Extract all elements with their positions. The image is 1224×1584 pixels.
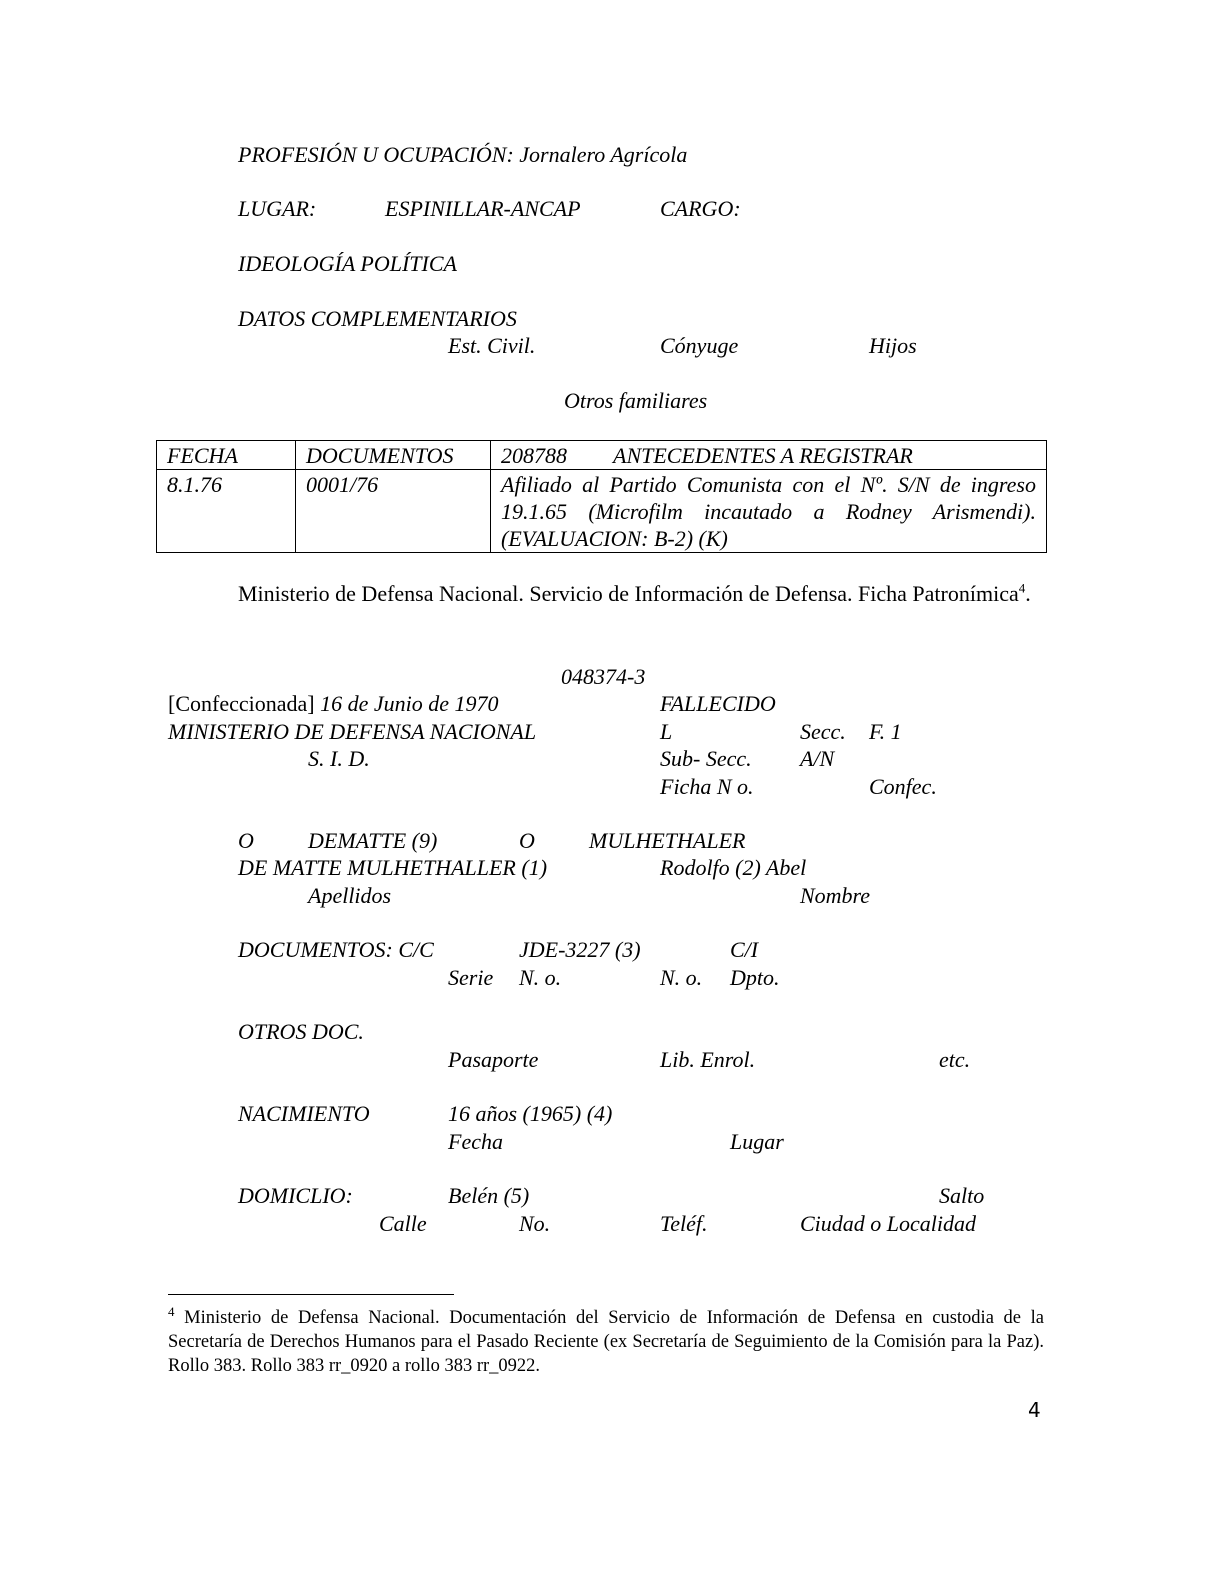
sub-secc-label: Sub- Secc. — [660, 746, 752, 771]
calle-label: Calle — [379, 1211, 427, 1236]
conyuge-label: Cónyuge — [660, 333, 739, 358]
otros-familiares-label: Otros familiares — [564, 388, 708, 413]
row-fecha: 8.1.76 — [157, 470, 296, 553]
footnote-number: 4 — [168, 1303, 175, 1319]
serie-label: Serie — [448, 965, 494, 990]
header-documentos: DOCUMENTOS — [296, 441, 491, 470]
ficha-number: 048374-3 — [561, 664, 646, 689]
confeccionada-line — [168, 691, 499, 717]
source-paragraph-text: Ministerio de Defensa Nacional. Servicio de Información de Defensa. Ficha Patronímica — [238, 581, 1019, 606]
profesion-line: PROFESIÓN U OCUPACIÓN: Jornalero Agrícola — [238, 142, 688, 167]
no-label-1: N. o. — [519, 965, 562, 990]
header-antecedentes — [491, 441, 1047, 470]
no-label-dom: No. — [519, 1211, 551, 1236]
page-number: 4 — [1028, 1398, 1041, 1422]
no-label-2: N. o. — [660, 965, 703, 990]
antecedente-line-3: (EVALUACION: B-2) (K) — [501, 526, 728, 551]
footnote-ref: 4 — [1018, 580, 1026, 596]
source-paragraph-end: . — [1025, 581, 1031, 606]
de-matte-value: DE MATTE MULHETHALLER (1) — [238, 855, 548, 880]
rodolfo-value: Rodolfo (2) Abel — [660, 855, 807, 880]
datos-complementarios-label: DATOS COMPLEMENTARIOS — [238, 306, 517, 331]
dpto-label: Dpto. — [730, 965, 780, 990]
documentos-label: DOCUMENTOS: C/C — [238, 937, 434, 962]
footnote-text: Ministerio de Defensa Nacional. Documentación del Servicio de Información de Defensa en custodia de la Secretaría de Derechos Humanos para el Pasado Reciente (ex Secretaría de Seguimiento de la Comisión para la Paz). Rollo 383. Rollo 383 rr_0920 a rollo 383 rr_0922. — [168, 1308, 1045, 1376]
ciudad-label: Ciudad o Localidad — [800, 1211, 977, 1236]
o-1: O — [238, 828, 254, 853]
fallecido-label: FALLECIDO — [660, 691, 776, 716]
source-paragraph — [168, 580, 1044, 607]
telef-label: Teléf. — [660, 1211, 708, 1236]
header-antecedentes-label: ANTECEDENTES A REGISTRAR — [613, 443, 913, 468]
row-documento: 0001/76 — [296, 470, 491, 553]
table-header-row — [157, 441, 1047, 470]
antecedentes-table — [156, 440, 1047, 553]
nacimiento-label: NACIMIENTO — [238, 1101, 370, 1126]
ideologia-label: IDEOLOGÍA POLÍTICA — [238, 251, 457, 276]
pasaporte-label: Pasaporte — [448, 1047, 539, 1072]
l-label: L — [660, 719, 673, 744]
belen-value: Belén (5) — [448, 1183, 530, 1208]
domicilio-label: DOMICLIO: — [238, 1183, 353, 1208]
lugar-label-nac: Lugar — [730, 1129, 784, 1154]
secc-label: Secc. — [800, 719, 846, 744]
header-record-number: 208788 — [501, 443, 567, 468]
confec-label: Confec. — [869, 774, 937, 799]
antecedente-line-1: Afiliado al Partido Comunista con el Nº. S/N de ingreso — [501, 472, 1036, 497]
lib-enrol-label: Lib. Enrol. — [660, 1047, 756, 1072]
hijos-label: Hijos — [869, 333, 917, 358]
dematte-value: DEMATTE (9) — [308, 828, 438, 853]
table-row — [157, 470, 1047, 553]
footnote-divider — [168, 1294, 454, 1295]
row-antecedente — [491, 470, 1047, 553]
confeccionada-label: [Confeccionada] — [168, 691, 315, 716]
an-value: A/N — [800, 746, 835, 771]
ci-label: C/I — [730, 937, 759, 962]
o-2: O — [519, 828, 535, 853]
fecha-label: Fecha — [448, 1129, 503, 1154]
jde-value: JDE-3227 (3) — [519, 937, 641, 962]
footnote — [168, 1303, 1045, 1378]
header-fecha: FECHA — [157, 441, 296, 470]
nacimiento-value: 16 años (1965) (4) — [448, 1101, 613, 1126]
mulhethaler-value: MULHETHALER — [589, 828, 746, 853]
otros-doc-label: OTROS DOC. — [238, 1019, 364, 1044]
lugar-label: LUGAR: — [238, 196, 317, 221]
ministerio-label: MINISTERIO DE DEFENSA NACIONAL — [168, 719, 537, 744]
apellidos-label: Apellidos — [308, 883, 392, 908]
cargo-label: CARGO: — [660, 196, 741, 221]
nombre-label: Nombre — [800, 883, 871, 908]
ficha-no-label: Ficha N o. — [660, 774, 754, 799]
lugar-value: ESPINILLAR-ANCAP — [385, 196, 581, 221]
salto-value: Salto — [939, 1183, 985, 1208]
f1-value: F. 1 — [869, 719, 902, 744]
est-civil-label: Est. Civil. — [448, 333, 536, 358]
antecedente-line-2: 19.1.65 (Microfilm incautado a Rodney Arismendi). — [501, 499, 1036, 524]
etc-label: etc. — [939, 1047, 971, 1072]
sid-label: S. I. D. — [308, 746, 370, 771]
confeccionada-date: 16 de Junio de 1970 — [320, 691, 499, 716]
